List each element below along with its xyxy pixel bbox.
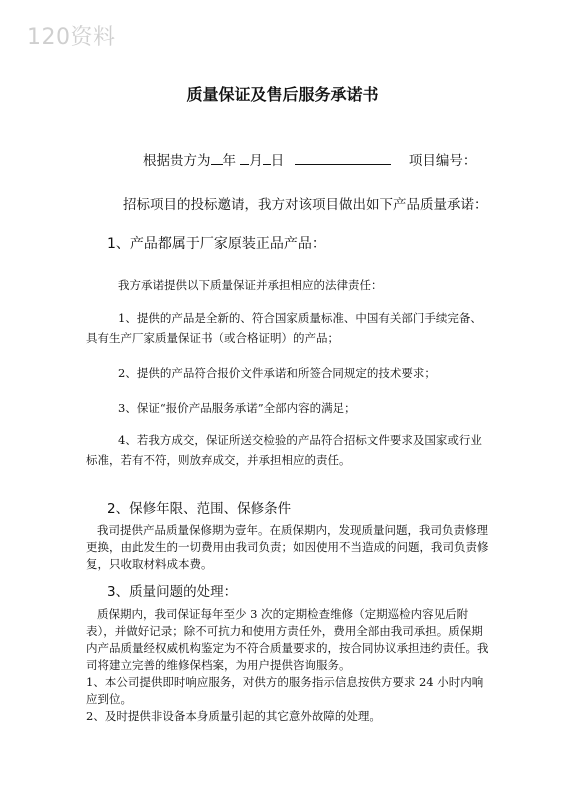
section3-heading: 3、质量问题的处理：: [107, 584, 238, 600]
section2-body: 我司提供产品质量保修期为壹年。在质保期内，发现质量问题，我司负责修理更换，由此发生的一切费用由我司负责；如因使用不当造成的问题，我司负责修复，只收取材料成本费。: [86, 523, 489, 571]
section1-item3: 3、保证“报价产品服务承诺”全部内容的满足；: [118, 401, 356, 415]
day-blank: [263, 164, 271, 165]
watermark: 120资料: [27, 25, 116, 50]
intro-line: 招标项目的投标邀请，我方对该项目做出如下产品质量承诺：: [123, 197, 488, 213]
year-suffix: 年: [222, 153, 236, 169]
project-blank: [295, 164, 391, 165]
year-blank: [211, 164, 223, 165]
section1-item1: 1、提供的产品是全新的、符合国家质量标准、中国有关部门手续完备、具有生产厂家质量保证书（或合格证明）的产品；: [86, 311, 482, 345]
section2-heading: 2、保修年限、范围、保修条件: [107, 501, 292, 517]
month-suffix: 月: [249, 153, 263, 169]
day-suffix: 日: [270, 153, 285, 169]
section1-heading: 1、产品都属于厂家原装正品产品：: [107, 236, 326, 252]
recipient-prefix: 根据贵方为: [143, 153, 211, 169]
section1-item4: 4、若我方成交，保证所送交检验的产品符合招标文件要求及国家或行业标准，若有不符，则放弃成交，并承担相应的责任。: [86, 433, 482, 467]
section1-lead: 我方承诺提供以下质量保证并承担相应的法律责任：: [118, 278, 383, 292]
section1-item2: 2、提供的产品符合报价文件承诺和所签合同规定的技术要求；: [118, 366, 436, 380]
project-number-label: 项目编号：: [408, 153, 477, 169]
section3-body: 质保期内，我司保证每年至少 3 次的定期检查维修（定期巡检内容见后附表），并做好记录；除不可抗力和使用方责任外，费用全部由我司承担。质保期内产品质量经权威机构鉴定为不符合质量要求的，按合同协议承担违约责任。我司将建立完善的维修保档案，为用户提供咨询服务。: [86, 607, 489, 672]
document-title: 质量保证及售后服务承诺书: [186, 85, 379, 104]
month-blank: [240, 164, 249, 165]
section3-item2: 2、及时提供非设备本身质量引起的其它意外故障的处理。: [86, 709, 381, 723]
recipient-line: [143, 149, 476, 169]
section3-item1: 1、本公司提供即时响应服务，对供方的服务指示信息按供方要求 24 小时内响应到位。: [86, 675, 484, 706]
